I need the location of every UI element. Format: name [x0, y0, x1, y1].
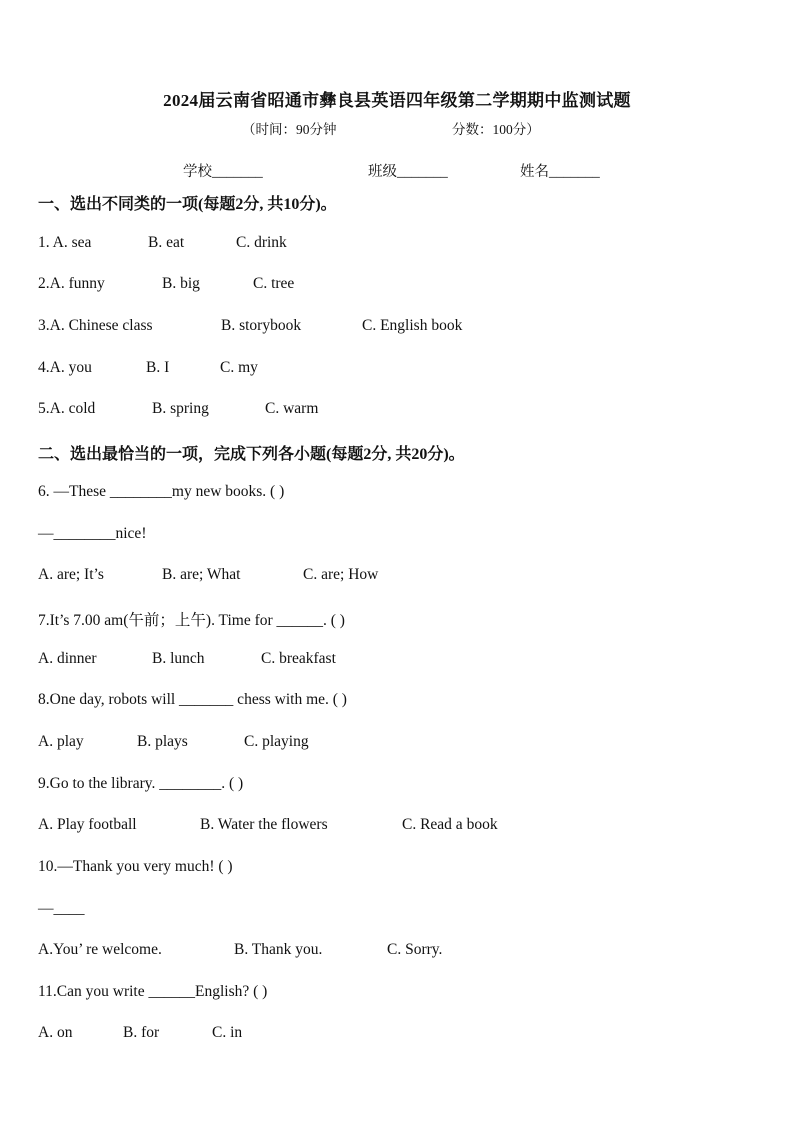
option-b: B. storybook: [221, 317, 302, 334]
time-info: （时间：90分钟: [242, 122, 337, 137]
question-4: [38, 359, 258, 377]
question-7-stem: 7.It’s 7.00 am(午前；上午). Time for ______. ( ): [38, 612, 345, 629]
question-number: 2.: [38, 275, 50, 292]
question-10-stem: 10.—Thank you very much! ( ): [38, 858, 233, 875]
section2-heading: 二、选出最恰当的一项，完成下列各小题(每题2分, 共20分)。: [38, 446, 465, 463]
option-b: B. lunch: [152, 650, 205, 667]
option-c: C. my: [220, 359, 258, 376]
question-number: 5.: [38, 400, 50, 417]
option-c: C. English book: [362, 317, 463, 334]
option-a: A. Play football: [38, 816, 137, 833]
option-b: B. I: [146, 359, 170, 376]
question-8-stem: 8.One day, robots will _______ chess with me. ( ): [38, 691, 347, 708]
option-b: B. Thank you.: [234, 941, 323, 958]
name-field: 姓名_______: [520, 164, 600, 180]
option-c: C. breakfast: [261, 650, 336, 667]
question-10-options: [38, 941, 443, 959]
option-b: B. eat: [148, 234, 185, 251]
question-number: 1.: [38, 234, 53, 251]
question-1: [38, 234, 287, 252]
option-a: A. are; It’s: [38, 566, 104, 583]
option-b: B. Water the flowers: [200, 816, 328, 833]
question-6-options: [38, 566, 379, 584]
option-c: C. playing: [244, 733, 309, 750]
option-a: A. dinner: [38, 650, 97, 667]
question-8-options: [38, 733, 309, 751]
option-a: A. Chinese class: [49, 317, 153, 334]
question-6-reply: —________nice!: [38, 525, 147, 542]
question-2: [38, 275, 295, 293]
question-10-reply: —____: [38, 900, 85, 917]
question-6-stem: 6. —These ________my new books. ( ): [38, 483, 285, 500]
option-c: C. in: [212, 1024, 243, 1041]
question-9-stem: 9.Go to the library. ________. ( ): [38, 775, 244, 792]
option-a: A. you: [49, 359, 92, 376]
option-c: C. are; How: [303, 566, 379, 583]
option-a: A. on: [38, 1024, 73, 1041]
section1-heading: 一、选出不同类的一项(每题2分, 共10分)。: [38, 196, 337, 213]
option-b: B. spring: [152, 400, 209, 417]
option-b: B. for: [123, 1024, 160, 1041]
option-a: A. play: [38, 733, 84, 750]
option-b: B. big: [162, 275, 200, 292]
question-7-options: [38, 650, 336, 668]
score-info: 分数：100分）: [452, 122, 540, 137]
question-9-options: [38, 816, 498, 834]
question-number: 3.: [38, 317, 50, 334]
option-c: C. Read a book: [402, 816, 498, 833]
class-field: 班级_______: [368, 164, 448, 180]
page-title: 2024届云南省昭通市彝良县英语四年级第二学期期中监测试题: [163, 91, 631, 110]
option-c: C. tree: [253, 275, 295, 292]
option-a: A. cold: [49, 400, 96, 417]
question-5: [38, 400, 319, 418]
question-3: [38, 317, 463, 335]
option-a: A. sea: [52, 234, 92, 251]
option-c: C. warm: [265, 400, 319, 417]
option-b: B. are; What: [162, 566, 241, 583]
question-number: 4.: [38, 359, 50, 376]
option-a: A.You’ re welcome.: [38, 941, 162, 958]
option-a: A. funny: [49, 275, 105, 292]
option-c: C. Sorry.: [387, 941, 443, 958]
school-field: 学校_______: [183, 164, 263, 180]
option-c: C. drink: [236, 234, 287, 251]
question-11-stem: 11.Can you write ______English? ( ): [38, 983, 268, 1000]
question-11-options: [38, 1024, 243, 1042]
option-b: B. plays: [137, 733, 188, 750]
